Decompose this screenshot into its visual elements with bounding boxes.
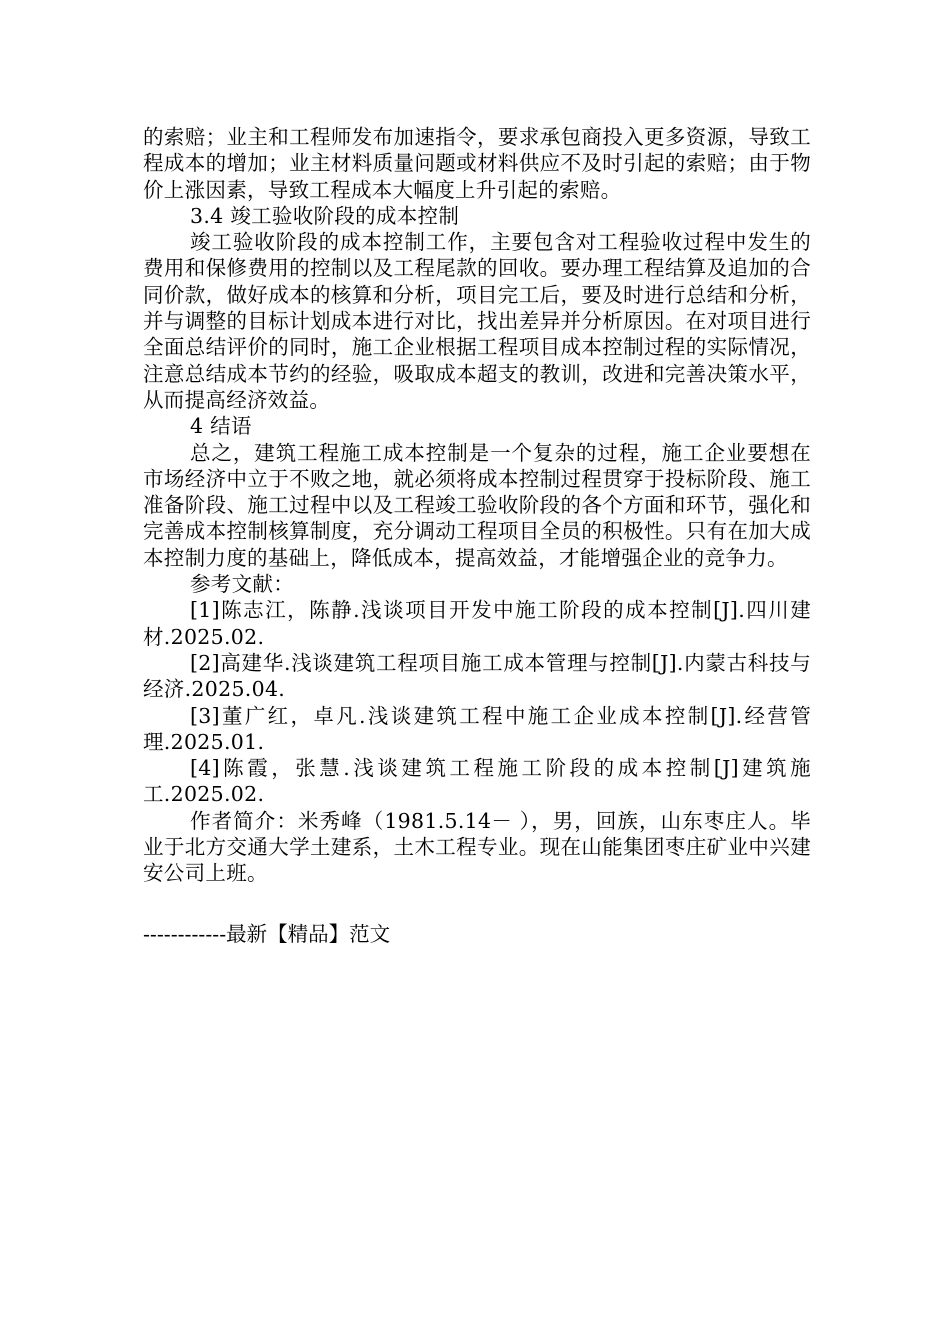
author-bio: 作者简介：米秀峰（1981.5.14－ ），男，回族，山东枣庄人。毕业于北方交通大学土建系，土木工程专业。现在山能集团枣庄矿业中兴建安公司上班。 [143, 808, 811, 886]
reference-item-2: [2]高建华.浅谈建筑工程项目施工成本管理与控制[J].内蒙古科技与经济.2025.04. [143, 650, 811, 702]
reference-item-4: [4]陈霞，张慧.浅谈建筑工程施工阶段的成本控制[J]建筑施工.2025.02. [143, 756, 811, 807]
reference-item-3: [3]董广红，卓凡.浅谈建筑工程中施工企业成本控制[J].经营管理.2025.01. [143, 703, 811, 754]
document-body [143, 124, 811, 887]
paragraph-continuation: 的索赔；业主和工程师发布加速指令，要求承包商投入更多资源，导致工程成本的增加；业主材料质量问题或材料供应不及时引起的索赔；由于物价上涨因素，导致工程成本大幅度上升引起的索赔。 [143, 125, 811, 202]
section-heading-4: 4 结语 [190, 414, 252, 439]
references-heading: 参考文献： [190, 572, 294, 597]
paragraph-conclusion: 总之，建筑工程施工成本控制是一个复杂的过程，施工企业要想在市场经济中立于不败之地，就必须将成本控制过程贯穿于投标阶段、施工准备阶段、施工过程中以及工程竣工验收阶段的各个方面和环节，强化和完善成本控制核算制度，充分调动工程项目全员的积极性。只有在加大成本控制力度的基础上，降低成本，提高效益，才能增强企业的竞争力。 [143, 440, 811, 570]
section-heading-3-4: 3.4 竣工验收阶段的成本控制 [190, 203, 460, 228]
paragraph-section-3-4: 竣工验收阶段的成本控制工作，主要包含对工程验收过程中发生的费用和保修费用的控制以及工程尾款的回收。要办理工程结算及追加的合同价款，做好成本的核算和分析，项目完工后，要及时进行总结和分析，并与调整的目标计划成本进行对比，找出差异并分析原因。在对项目进行全面总结评价的同时，施工企业根据工程项目成本控制过程的实际情况，注意总结成本节约的经验，吸取成本超支的教训，改进和完善决策水平，从而提高经济效益。 [143, 230, 811, 412]
footer-tagline: ------------最新【精品】范文 [143, 922, 391, 946]
reference-item-1: [1]陈志江，陈静.浅谈项目开发中施工阶段的成本控制[J].四川建材.2025.02. [143, 598, 811, 649]
